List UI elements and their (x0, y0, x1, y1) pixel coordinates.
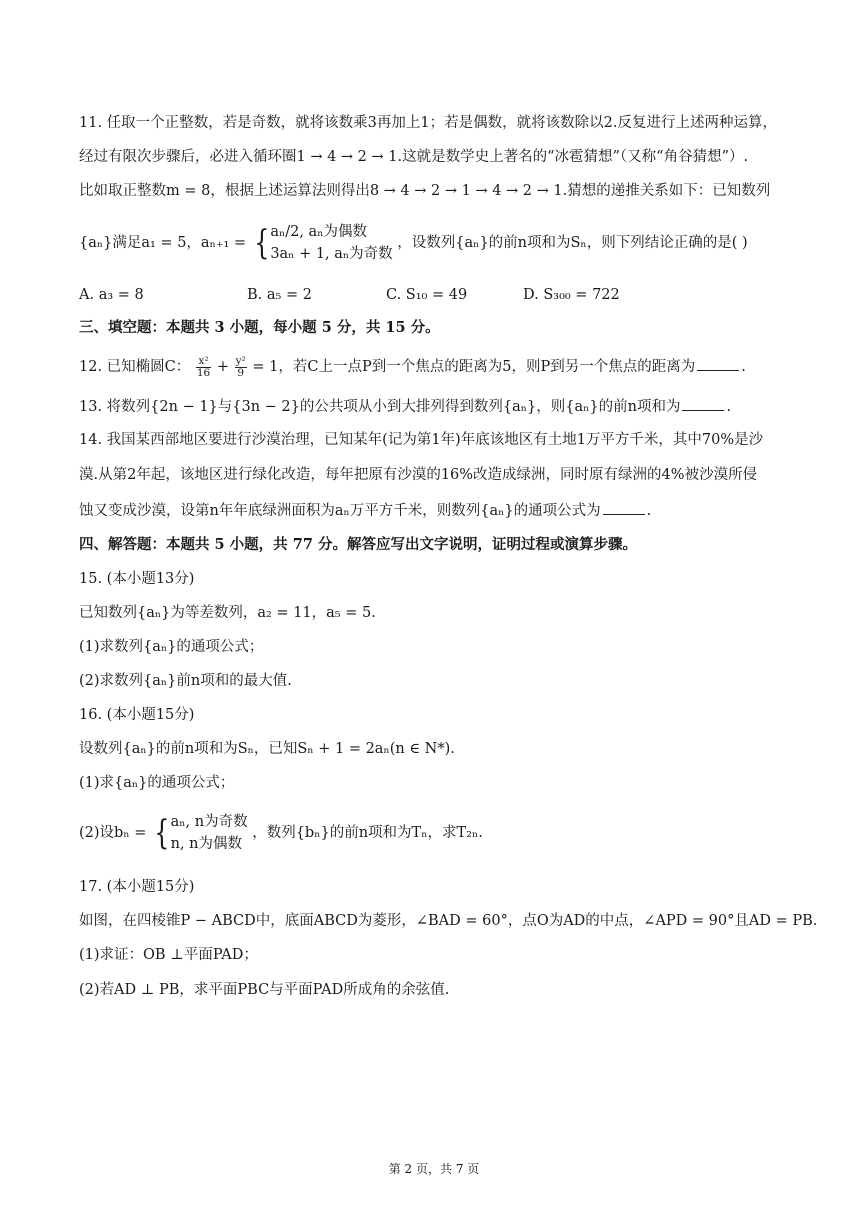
q16-part2-post: ，数列{bₙ}的前n项和为Tₙ，求T₂ₙ. (252, 825, 483, 841)
q16-head: 16. (本小题15分) (79, 707, 195, 723)
page-footer: 第 2 页，共 7 页 (388, 1162, 480, 1176)
q17-head: 17. (本小题15分) (79, 879, 195, 895)
q17-part2: (2)若AD ⊥ PB，求平面PBC与平面PAD所成角的余弦值. (79, 982, 450, 998)
q15-stem: 已知数列{aₙ}为等差数列，a₂ = 11，a₅ = 5. (79, 605, 376, 621)
q16-part2 (79, 808, 483, 858)
q16-cases (171, 811, 248, 855)
q12-answer-blank (697, 356, 739, 371)
q14-text: 蚀又变成沙漠，设第n年年底绿洲面积为aₙ万平方千米，则数列{aₙ}的通项公式为 (79, 503, 601, 519)
q12-end: . (741, 359, 746, 375)
section-solution-heading: 四、解答题：本题共 5 小题，共 77 分。解答应写出文字说明，证明过程或演算步骤。 (79, 536, 637, 553)
q11-line3: 比如取正整数m = 8，根据上述运算法则得出8 → 4 → 2 → 1 → 4 → 2 → 1.猜想的递推关系如下：已知数列 (79, 183, 771, 199)
q11-case1: aₙ/2, aₙ为偶数 (270, 224, 367, 240)
q14-answer-blank (603, 500, 645, 515)
q11-option-b: B. a₅ = 2 (247, 287, 312, 303)
q12-post: = 1，若C上一点P到一个焦点的距离为5，则P到另一个焦点的距离为 (252, 359, 696, 375)
q11-cases (270, 221, 392, 265)
q11-line4 (79, 218, 748, 268)
q14-line3 (79, 500, 651, 521)
q12-frac-x: $\frac{\text{x²}}{16}$ (196, 354, 211, 379)
q12-frac-y: $\frac{\text{y²}}{9}$ (235, 354, 246, 379)
q15-part2: (2)求数列{aₙ}前n项和的最大值. (79, 673, 292, 689)
q11-option-c: C. S₁₀ = 49 (386, 287, 468, 303)
q16-case1: aₙ, n为奇数 (170, 814, 248, 830)
q11-line1: 11. 任取一个正整数，若是奇数，就将该数乘3再加上1；若是偶数，就将该数除以2.反复进行上述两种运算， (79, 115, 777, 131)
q16-part1: (1)求{aₙ}的通项公式； (79, 775, 235, 791)
q11-case2: 3aₙ + 1, aₙ为奇数 (270, 246, 393, 262)
q11-question: ，设数列{aₙ}的前n项和为Sₙ，则下列结论正确的是( ) (397, 235, 748, 251)
q13-line (79, 396, 731, 417)
q11-line2: 经过有限次步骤后，必进入循环圈1 → 4 → 2 → 1.这就是数学史上著名的“冰雹猜想”（又称“角谷猜想”）. (79, 149, 749, 165)
q14-line2: 漠.从第2年起，该地区进行绿化改造，每年把原有沙漠的16%改造成绿洲，同时原有绿洲的4%被沙漠所侵 (79, 467, 758, 483)
q16-stem: 设数列{aₙ}的前n项和为Sₙ，已知Sₙ + 1 = 2aₙ(n ∈ N*). (79, 741, 455, 757)
q13-answer-blank (682, 396, 724, 411)
q13-end: . (726, 399, 732, 415)
q11-recurrence-label: {aₙ}满足a₁ = 5，aₙ₊₁ = (79, 235, 247, 251)
q11-brace: { (253, 223, 270, 263)
q11-option-d: D. S₃₀₀ = 722 (523, 287, 620, 303)
q15-head: 15. (本小题13分) (79, 571, 195, 587)
q16-case2: n, n为偶数 (170, 836, 243, 852)
q16-part2-pre: (2)设bₙ = (79, 825, 147, 841)
q12-pre: 12. 已知椭圆C： (79, 359, 191, 375)
q14-end: . (646, 503, 652, 519)
q12-line: 12. 已知椭圆C： $\frac{\text{x²}}{16}$ + $\frac{\text{y²}}{9}$ = 1，若C上一点P到一个焦点的距离为5，则P到另一个焦点的距离为 . (79, 354, 746, 379)
q17-stem: 如图，在四棱锥P − ABCD中，底面ABCD为菱形，∠BAD = 60°，点O为AD的中点，∠APD = 90°且AD = PB. (79, 913, 818, 929)
q11-option-a: A. a₃ = 8 (79, 287, 144, 303)
q16-brace: { (154, 813, 170, 853)
q13-text: 13. 将数列{2n − 1}与{3n − 2}的公共项从小到大排列得到数列{aₙ}，则{aₙ}的前n项和为 (79, 399, 681, 415)
q17-part1: (1)求证：OB ⊥平面PAD； (79, 947, 258, 963)
q15-part1: (1)求数列{aₙ}的通项公式； (79, 639, 264, 655)
section-fill-in-heading: 三、填空题：本题共 3 小题，每小题 5 分，共 15 分。 (79, 319, 440, 336)
q14-line1: 14. 我国某西部地区要进行沙漠治理，已知某年(记为第1年)年底该地区有土地1万平方千米，其中70%是沙 (79, 432, 764, 448)
